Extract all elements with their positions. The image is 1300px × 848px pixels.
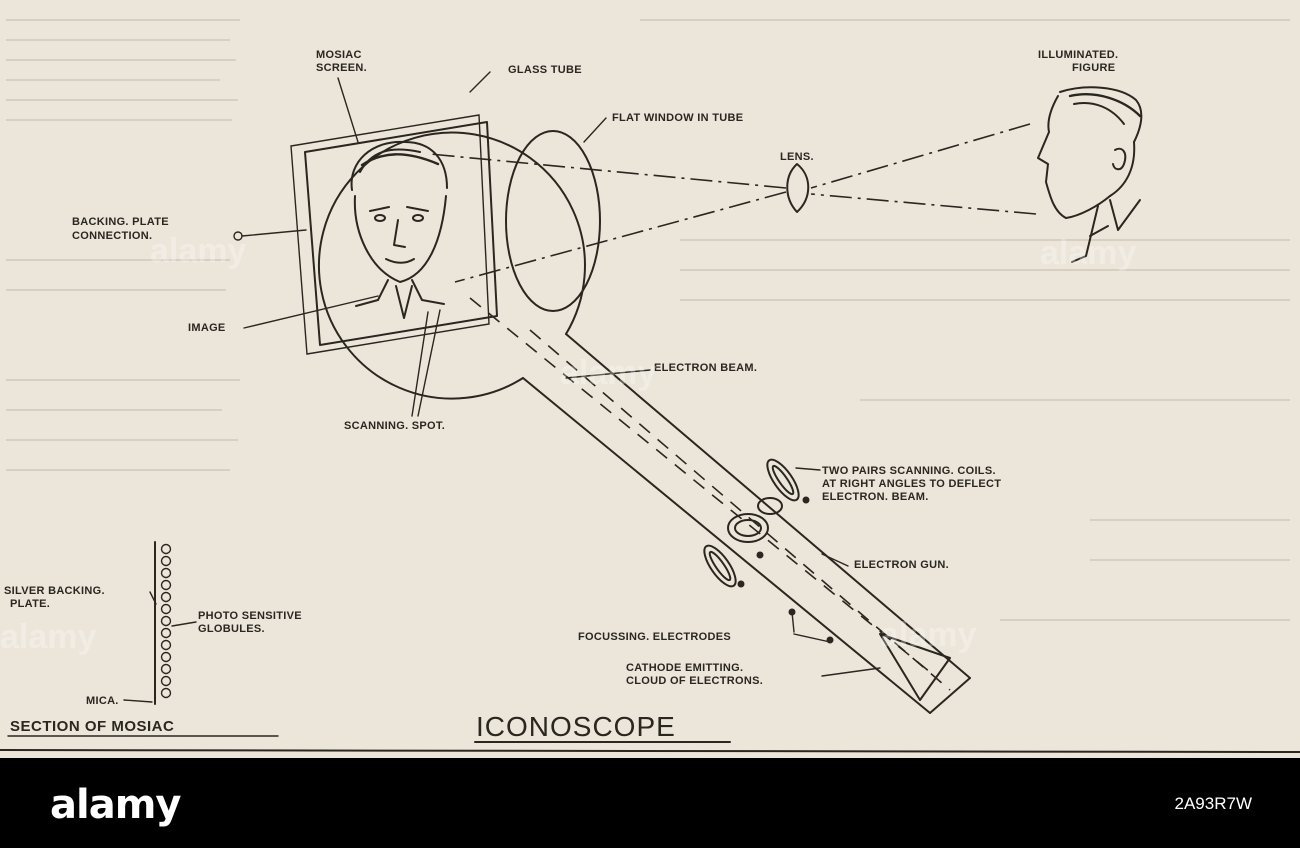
watermark-text: alamy xyxy=(0,618,97,656)
section-of-mosaic xyxy=(155,542,171,704)
label-mica: MICA. xyxy=(86,695,119,707)
label-image: IMAGE xyxy=(188,322,226,334)
label-coils-2: AT RIGHT ANGLES TO DEFLECT xyxy=(822,478,1002,490)
label-figure-2: FIGURE xyxy=(1072,62,1116,74)
label-glass-tube: GLASS TUBE xyxy=(508,64,582,76)
watermarks xyxy=(0,232,1136,656)
label-photo-2: GLOBULES. xyxy=(198,623,265,635)
label-photo-1: PHOTO SENSITIVE xyxy=(198,610,302,622)
section-title: SECTION OF MOSIAC xyxy=(10,718,175,735)
label-lens: LENS. xyxy=(780,151,814,163)
label-mosaic-screen-1: MOSIAC xyxy=(316,49,362,61)
flat-window-ellipse xyxy=(506,131,600,311)
label-coils-3: ELECTRON. BEAM. xyxy=(822,491,929,503)
label-figure-1: ILLUMINATED. xyxy=(1038,49,1119,61)
label-backing-1: BACKING. PLATE xyxy=(72,216,169,228)
label-scanning-spot: SCANNING. SPOT. xyxy=(344,420,446,432)
label-mosaic-screen-2: SCREEN. xyxy=(316,62,367,74)
brand-logo: alamy xyxy=(50,782,181,828)
label-electron-beam: ELECTRON BEAM. xyxy=(654,362,758,374)
label-silver-1: SILVER BACKING. xyxy=(4,585,105,597)
watermark-text: alamy xyxy=(560,354,657,392)
stock-footer-bar xyxy=(0,758,1300,848)
label-cathode-1: CATHODE EMITTING. xyxy=(626,662,744,674)
diagram-title: ICONOSCOPE xyxy=(476,711,676,742)
lens xyxy=(787,164,808,212)
stock-image-id: 2A93R7W xyxy=(1174,794,1252,813)
label-silver-2: PLATE. xyxy=(10,598,51,610)
background-text-texture xyxy=(6,20,1290,620)
watermark-text: alamy xyxy=(1040,234,1137,272)
watermark-text: alamy xyxy=(880,616,977,654)
scanning-coils xyxy=(699,455,833,642)
label-coils-1: TWO PAIRS SCANNING. COILS. xyxy=(822,465,996,477)
screen-face-image xyxy=(352,142,447,318)
label-flat-window: FLAT WINDOW IN TUBE xyxy=(612,112,744,124)
label-backing-2: CONNECTION. xyxy=(72,230,153,242)
watermark-text: alamy xyxy=(150,232,247,270)
optical-rays xyxy=(430,124,1036,282)
label-electron-gun: ELECTRON GUN. xyxy=(854,559,949,571)
leader-lines xyxy=(0,72,1300,752)
label-focussing: FOCUSSING. ELECTRODES xyxy=(578,631,731,643)
label-cathode-2: CLOUD OF ELECTRONS. xyxy=(626,675,764,687)
